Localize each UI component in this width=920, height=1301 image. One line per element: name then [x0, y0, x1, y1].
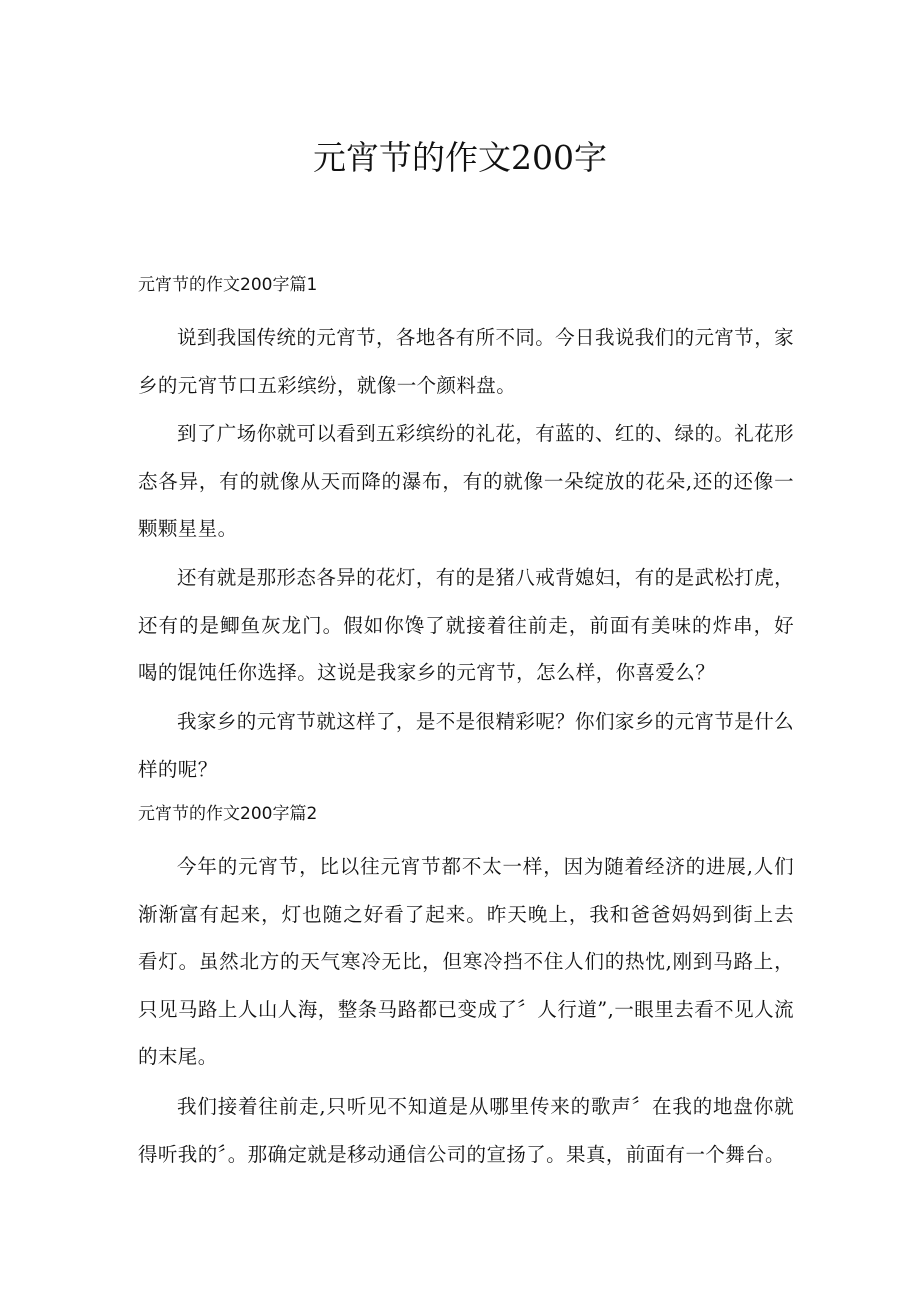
paragraph: 今年的元宵节，比以往元宵节都不太一样，因为随着经济的进展,人们渐渐富有起来，灯也随之好看了起来。昨天晚上，我和爸爸妈妈到街上去看灯。虽然北方的天气寒冷无比，但寒冷挡不住人们的热忱,刚到马路上，只见马路上人山人海，整条马路都已变成了〞人行道”,一眼里去看不见人流的末尾。	[138, 855, 794, 1068]
paragraph: 我们接着往前走,只听见不知道是从哪里传来的歌声〞在我的地盘你就得听我的〞。那确定就是移动通信公司的宣扬了。果真，前面有一个舞台。	[138, 1095, 794, 1166]
paragraph: 还有就是那形态各异的花灯，有的是猪八戒背媳妇，有的是武松打虎，还有的是鲫鱼灰龙门。假如你馋了就接着往前走，前面有美味的炸串，好喝的馄饨任你选择。这说是我家乡的元宵节，怎么样，你喜爱么？	[138, 566, 794, 684]
paragraph: 到了广场你就可以看到五彩缤纷的礼花，有蓝的、红的、绿的。礼花形态各异，有的就像从天而降的瀑布，有的就像一朵绽放的花朵,还的还像一颗颗星星。	[138, 422, 794, 540]
page-title: 元宵节的作文200字	[313, 138, 607, 177]
paragraph: 说到我国传统的元宵节，各地各有所不同。今日我说我们的元宵节，家乡的元宵节口五彩缤纷，就像一个颜料盘。	[138, 326, 794, 397]
paragraph: 我家乡的元宵节就这样了，是不是很精彩呢？你们家乡的元宵节是什么样的呢？	[138, 710, 794, 781]
section-heading-1: 元宵节的作文200字篇1	[138, 275, 318, 295]
section-heading-2: 元宵节的作文200字篇2	[138, 804, 318, 824]
